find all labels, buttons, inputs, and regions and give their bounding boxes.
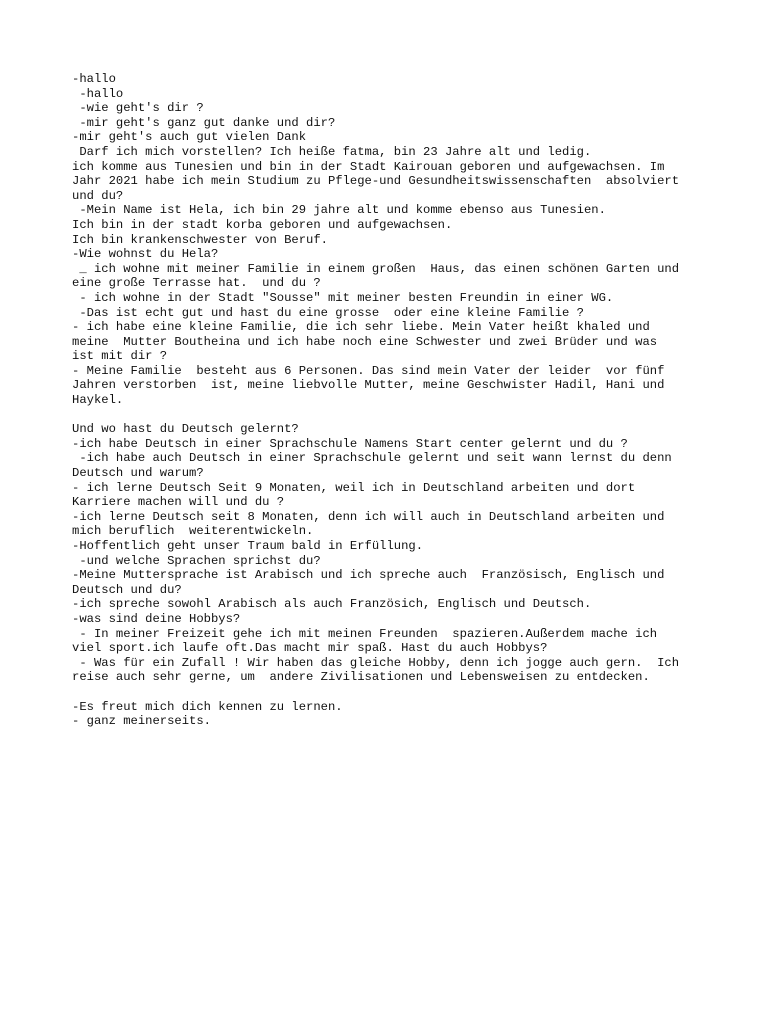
text-line: -mir geht's auch gut vielen Dank: [72, 130, 307, 145]
text-line: _ ich wohne mit meiner Familie in einem großen Haus, das einen schönen Garten und: [72, 261, 680, 276]
text-line: Ich bin in der stadt korba geboren und aufgewachsen.: [72, 217, 453, 232]
text-line: Karriere machen will und du ?: [72, 495, 285, 510]
text-line: -Wie wohnst du Hela?: [72, 247, 219, 262]
text-line: reise auch sehr gerne, um andere Zivilisationen und Lebensweisen zu entdecken.: [72, 670, 650, 685]
text-line: mich beruflich weiterentwickeln.: [72, 524, 314, 539]
text-line: -ich habe auch Deutsch in einer Sprachschule gelernt und seit wann lernst du denn: [72, 451, 672, 466]
text-line: -Es freut mich dich kennen zu lernen.: [72, 699, 343, 714]
text-line: Und wo hast du Deutsch gelernt?: [72, 422, 299, 437]
text-line: ich komme aus Tunesien und bin in der Stadt Kairouan geboren und aufgewachsen. Im: [72, 159, 665, 174]
text-line: Ich bin krankenschwester von Beruf.: [72, 232, 328, 247]
text-line: Jahr 2021 habe ich mein Studium zu Pflege-und Gesundheitswissenschaften absolviert: [72, 174, 680, 189]
text-line: -wie geht's dir ?: [72, 101, 204, 116]
text-line: -Meine Muttersprache ist Arabisch und ich spreche auch Französisch, Englisch und: [72, 568, 665, 583]
text-line: eine große Terrasse hat. und du ?: [72, 276, 321, 291]
text-line: - Meine Familie besteht aus 6 Personen. Das sind mein Vater der leider vor fünf: [72, 363, 665, 378]
text-line: -Das ist echt gut und hast du eine grosse oder eine kleine Familie ?: [72, 305, 584, 320]
text-line: viel sport.ich laufe oft.Das macht mir spaß. Hast du auch Hobbys?: [72, 641, 548, 656]
text-line: - In meiner Freizeit gehe ich mit meinen Freunden spazieren.Außerdem mache ich: [72, 626, 658, 641]
text-line: Jahren verstorben ist, meine liebvolle Mutter, meine Geschwister Hadil, Hani und: [72, 378, 665, 393]
text-line: -Mein Name ist Hela, ich bin 29 jahre alt und komme ebenso aus Tunesien.: [72, 203, 606, 218]
text-line: und du?: [72, 188, 124, 203]
text-line: Deutsch und warum?: [72, 466, 204, 481]
text-line: -ich habe Deutsch in einer Sprachschule Namens Start center gelernt und du ?: [72, 436, 628, 451]
text-line: - Was für ein Zufall ! Wir haben das gleiche Hobby, denn ich jogge auch gern. Ich: [72, 655, 680, 670]
text-line: -mir geht's ganz gut danke und dir?: [72, 115, 336, 130]
text-line: -hallo: [72, 86, 124, 101]
text-line: meine Mutter Boutheina und ich habe noch eine Schwester und zwei Brüder und was: [72, 334, 658, 349]
text-line: -Hoffentlich geht unser Traum bald in Erfüllung.: [72, 539, 424, 553]
text-line: - ich wohne in der Stadt "Sousse" mit meiner besten Freundin in einer WG.: [72, 290, 614, 305]
text-line: -hallo: [72, 72, 116, 86]
text-line: ist mit dir ?: [72, 349, 168, 364]
text-line: -was sind deine Hobbys?: [72, 611, 241, 626]
text-line: -ich lerne Deutsch seit 8 Monaten, denn ich will auch in Deutschland arbeiten und: [72, 509, 665, 524]
text-line: Haykel.: [72, 393, 124, 408]
text-line: - ich habe eine kleine Familie, die ich sehr liebe. Mein Vater heißt khaled und: [72, 320, 650, 335]
text-line: Darf ich mich vorstellen? Ich heiße fatma, bin 23 Jahre alt und ledig.: [72, 144, 592, 159]
blank-line: [72, 685, 702, 700]
text-line: -und welche Sprachen sprichst du?: [72, 553, 321, 568]
text-line: - ich lerne Deutsch Seit 9 Monaten, weil ich in Deutschland arbeiten und dort: [72, 480, 636, 495]
text-line: Deutsch und du?: [72, 582, 182, 597]
document-page: [72, 72, 702, 729]
text-line: - ganz meinerseits.: [72, 714, 211, 729]
blank-line: [72, 408, 702, 423]
text-line: -ich spreche sowohl Arabisch als auch Französich, Englisch und Deutsch.: [72, 597, 592, 612]
